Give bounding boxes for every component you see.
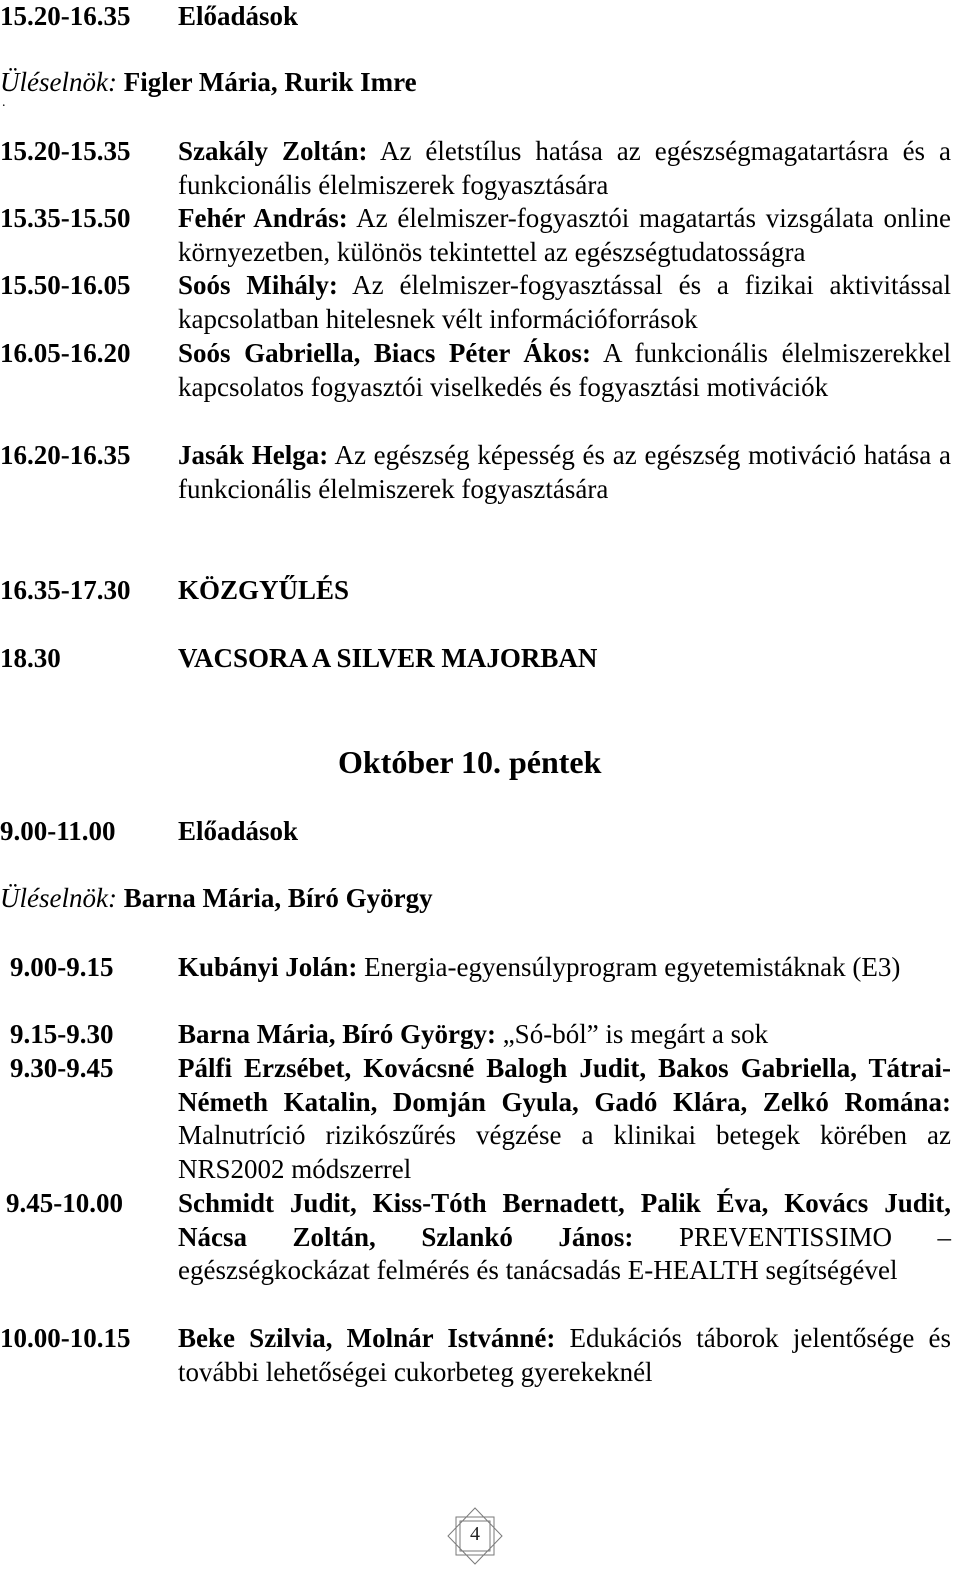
talk-entry xyxy=(178,1018,951,1052)
dinner-time: 18.30 xyxy=(0,643,61,673)
session2-title: Előadások xyxy=(178,816,299,846)
chairs-label: Üléselnök: xyxy=(0,883,117,913)
chairs-names: Figler Mária, Rurik Imre xyxy=(123,67,417,97)
talk-entry xyxy=(178,439,951,506)
talk-title: PREVENTISSIMO – egészségkockázat felmérés és tanácsadás E-HEALTH segítségével xyxy=(178,1221,951,1285)
talk-title: A funkcionális élelmiszerekkel kapcsolatos fogyasztói viselkedés és fogyasztási motivációk xyxy=(178,338,951,402)
talk-authors: Barna Mária, Bíró György: xyxy=(178,1019,496,1049)
assembly-title: KÖZGYŰLÉS xyxy=(178,575,350,605)
stray-mark: . xyxy=(2,95,6,110)
talk-time: 9.00-9.15 xyxy=(10,952,114,982)
talk-title: „Só-ból” is megárt a sok xyxy=(502,1019,769,1049)
talk-title: Az élelmiszer-fogyasztói magatartás vizsgálata online környezetben, különös tekintettel az egészségtudatosságra xyxy=(178,203,952,267)
talk-authors: Pálfi Erzsébet, Kovácsné Balogh Judit, Bakos Gabriella, Tátrai-Németh Katalin, Domján Gyula, Gadó Klára, Zelkó Romána: xyxy=(178,1053,951,1117)
talk-time: 10.00-10.15 xyxy=(0,1323,131,1353)
assembly-time: 16.35-17.30 xyxy=(0,575,131,605)
page-number-ornament xyxy=(444,1504,506,1568)
talk-time: 15.20-15.35 xyxy=(0,136,131,166)
talk-time: 9.15-9.30 xyxy=(10,1019,114,1049)
day-heading: Október 10. péntek xyxy=(338,744,602,780)
talk-time: 9.30-9.45 xyxy=(10,1053,114,1083)
dinner-title: VACSORA A SILVER MAJORBAN xyxy=(178,643,598,673)
talk-title: Az életstílus hatása az egészségmagatartásra és a funkcionális élelmiszerek fogyasztására xyxy=(178,136,952,200)
talk-entry xyxy=(178,337,951,404)
session1-time: 15.20-16.35 xyxy=(0,1,131,31)
talk-time: 9.45-10.00 xyxy=(6,1188,123,1218)
talk-authors: Jasák Helga: xyxy=(178,440,329,470)
talk-authors: Soós Gabriella, Biacs Péter Ákos: xyxy=(178,338,591,368)
chairs-label: Üléselnök: xyxy=(0,67,117,97)
talk-authors: Beke Szilvia, Molnár Istvánné: xyxy=(178,1323,556,1353)
talk-entry xyxy=(178,1322,951,1389)
talk-authors: Fehér András: xyxy=(178,203,348,233)
talk-time: 16.20-16.35 xyxy=(0,440,131,470)
page-number: 4 xyxy=(470,1523,480,1545)
talk-entry xyxy=(178,135,951,202)
talk-authors: Soós Mihály: xyxy=(178,270,338,300)
talk-title: Az élelmiszer-fogyasztással és a fizikai aktivitással kapcsolatban hitelesnek vélt információforrások xyxy=(178,270,951,334)
session2-chairs xyxy=(0,882,433,916)
session1-title: Előadások xyxy=(178,1,299,31)
talk-entry xyxy=(178,202,951,269)
talk-title: Energia-egyensúlyprogram egyetemistáknak (E3) xyxy=(364,952,901,982)
talk-title: Malnutríció rizikószűrés végzése a klinikai betegek körében az NRS2002 módszerrel xyxy=(178,1120,951,1184)
talk-authors: Kubányi Jolán: xyxy=(178,952,358,982)
session2-time: 9.00-11.00 xyxy=(0,816,116,846)
talk-entry xyxy=(178,269,951,336)
talk-time: 16.05-16.20 xyxy=(0,338,131,368)
session1-chairs xyxy=(0,66,417,100)
talk-authors: Szakály Zoltán: xyxy=(178,136,368,166)
talk-time: 15.35-15.50 xyxy=(0,203,131,233)
talk-title: Az egészség képesség és az egészség motiváció hatása a funkcionális élelmiszerek fogyasztására xyxy=(178,440,951,504)
talk-entry xyxy=(178,1052,951,1186)
chairs-names: Barna Mária, Bíró György xyxy=(123,883,433,913)
talk-time: 15.50-16.05 xyxy=(0,270,131,300)
talk-title: Edukációs táborok jelentősége és további lehetőségei cukorbeteg gyerekeknél xyxy=(178,1323,952,1387)
talk-entry xyxy=(178,1187,951,1288)
talk-authors: Schmidt Judit, Kiss-Tóth Bernadett, Palik Éva, Kovács Judit, Nácsa Zoltán, Szlankó János: xyxy=(178,1188,951,1252)
talk-entry xyxy=(178,951,951,985)
